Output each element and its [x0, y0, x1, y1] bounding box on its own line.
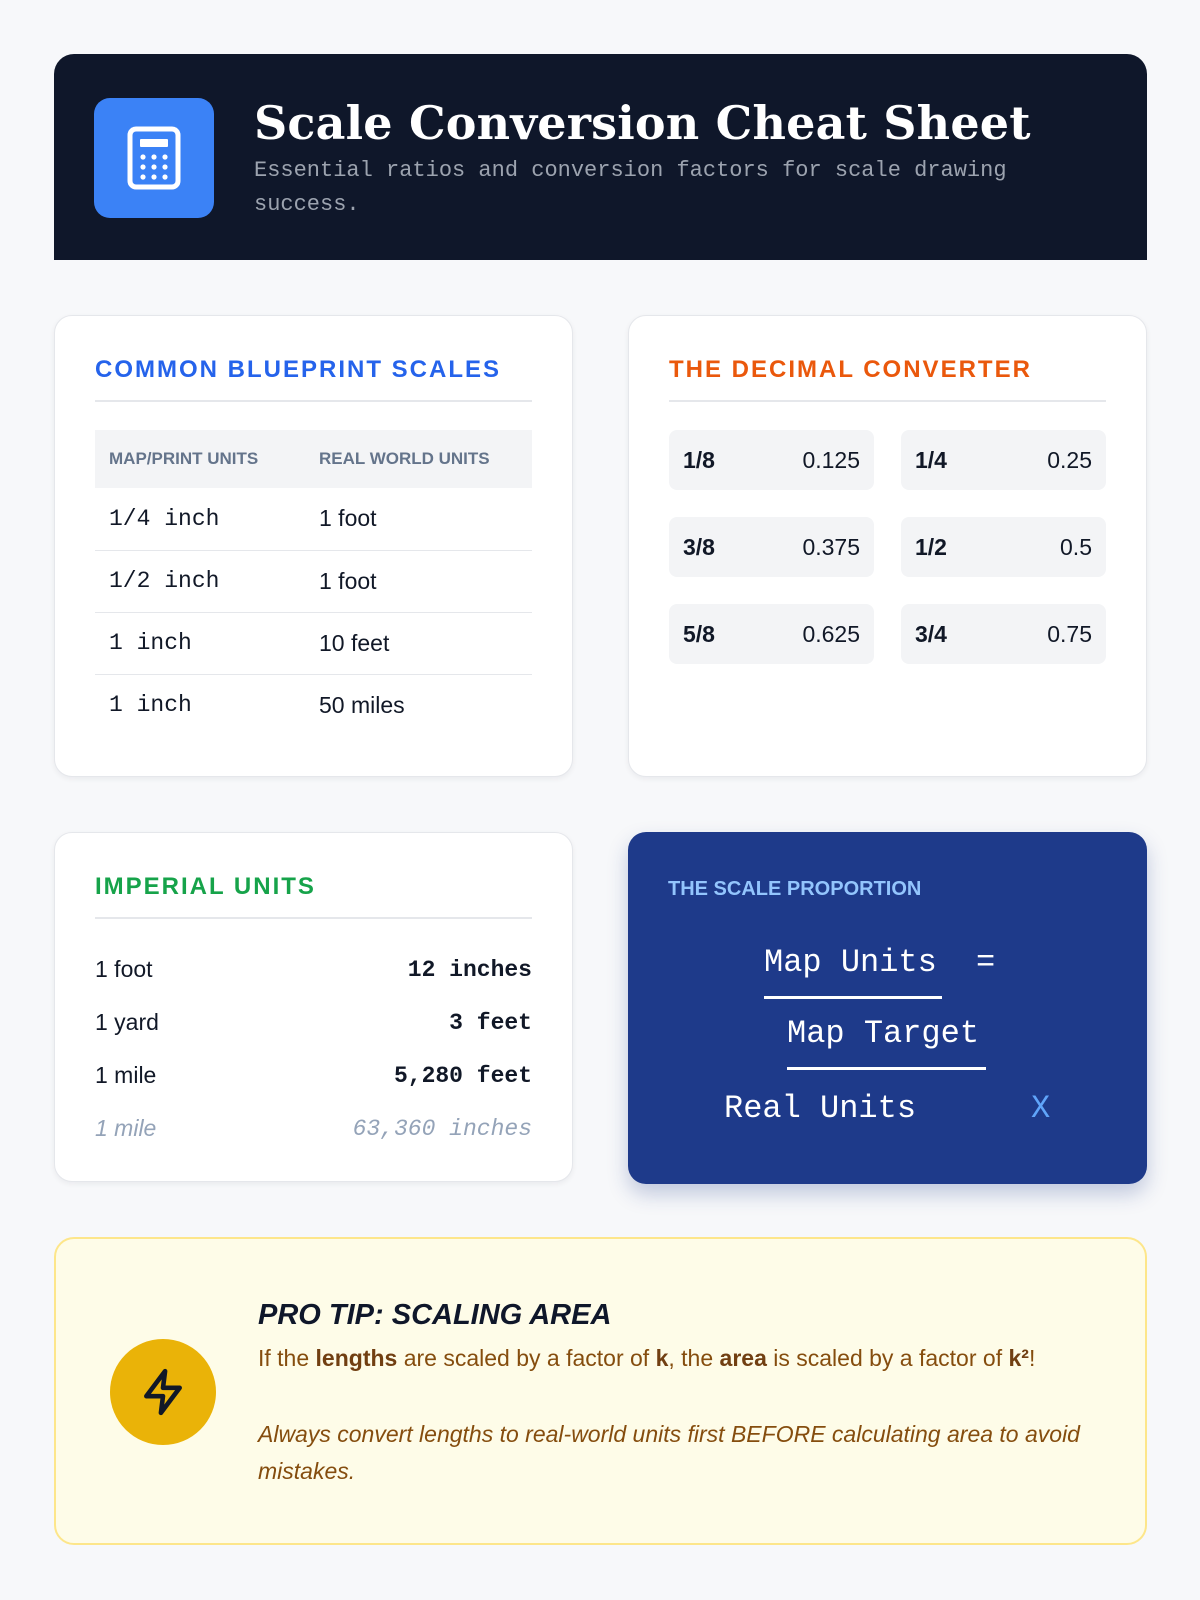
unit-value: 12 inches — [407, 956, 532, 983]
unknown-x-text: X — [1031, 1090, 1051, 1127]
decimal-cell — [901, 604, 1106, 664]
list-item — [95, 1102, 532, 1155]
map-units-cell: 1 inch — [109, 692, 192, 719]
decimal-value: 0.625 — [802, 620, 860, 647]
scale-proportion-card — [628, 832, 1147, 1184]
decimal-value: 0.75 — [1047, 620, 1092, 647]
blueprint-scales-table — [95, 430, 532, 736]
real-units-cell: 50 miles — [319, 691, 405, 718]
pro-tip-title: PRO TIP: SCALING AREA — [258, 1299, 612, 1331]
decimal-converter-card — [628, 315, 1147, 777]
imperial-units-list — [95, 943, 532, 1155]
unit-label: 1 mile — [95, 1062, 157, 1088]
unit-value: 63,360 inches — [352, 1115, 532, 1142]
tip-emphasis-area: area — [719, 1345, 767, 1371]
real-units-text: Real Units — [724, 1090, 917, 1127]
tip-text: ! — [1028, 1345, 1036, 1371]
lightning-icon — [110, 1339, 216, 1445]
fraction-value: 3/8 — [683, 533, 715, 560]
unit-value: 3 feet — [449, 1009, 532, 1036]
fraction-value: 5/8 — [683, 620, 715, 647]
page-subtitle: Essential ratios and conversion factors for scale drawing success. — [254, 158, 1007, 217]
list-item — [95, 943, 532, 996]
tip-emphasis-k-squared: k² — [1008, 1345, 1029, 1371]
pro-tip-panel — [54, 1237, 1147, 1545]
fraction-value: 1/4 — [915, 446, 947, 473]
decimal-value: 0.5 — [1060, 533, 1092, 560]
table-row — [95, 612, 532, 674]
map-units-text: Map Units — [764, 944, 937, 981]
real-units-cell: 1 foot — [305, 488, 532, 550]
fraction-line — [787, 1067, 986, 1070]
list-item — [95, 1049, 532, 1102]
tip-emphasis-lengths: lengths — [315, 1345, 398, 1371]
real-units-cell: 1 foot — [305, 550, 532, 612]
header-banner — [54, 54, 1147, 260]
fraction-value: 1/8 — [683, 446, 715, 473]
fraction-value: 1/2 — [915, 533, 947, 560]
tip-text: are scaled by a factor of — [397, 1345, 656, 1371]
unit-value: 5,280 feet — [393, 1062, 532, 1089]
unit-label: 1 foot — [95, 956, 153, 982]
table-header-row — [95, 430, 532, 488]
table-row — [95, 488, 532, 550]
decimal-cell — [901, 517, 1106, 577]
tip-text: If the — [258, 1345, 316, 1371]
tip-text: is scaled by a factor of — [766, 1345, 1009, 1371]
page-title: Scale Conversion Cheat Sheet — [254, 96, 1031, 150]
fraction-line — [764, 996, 942, 999]
tip-text: , the — [668, 1345, 720, 1371]
table-row — [95, 550, 532, 612]
decimal-cell — [669, 517, 874, 577]
calculator-icon — [94, 98, 214, 218]
blueprint-scales-title: COMMON BLUEPRINT SCALES — [95, 356, 532, 402]
decimal-grid — [669, 430, 1106, 664]
real-units-cell: 10 feet — [305, 612, 532, 674]
map-units-cell: 1 inch — [95, 612, 305, 674]
decimal-value: 0.375 — [802, 533, 860, 560]
pro-tip-note: Always convert lengths to real-world units first BEFORE calculating area to avoid mistakes. — [258, 1421, 1080, 1484]
map-units-cell: 1/2 inch — [95, 550, 305, 612]
blueprint-scales-card — [54, 315, 573, 777]
table-row — [95, 674, 532, 736]
pro-tip-body — [258, 1340, 1108, 1377]
imperial-units-card — [54, 832, 573, 1182]
imperial-units-title: IMPERIAL UNITS — [95, 873, 532, 919]
unit-label: 1 mile — [95, 1115, 157, 1141]
decimal-cell — [669, 430, 874, 490]
unit-label: 1 yard — [95, 1009, 159, 1035]
decimal-value: 0.125 — [802, 446, 860, 473]
map-units-cell: 1/4 inch — [95, 488, 305, 550]
map-target-text: Map Target — [787, 1015, 980, 1052]
column-header-map: MAP/PRINT UNITS — [95, 430, 305, 488]
tip-emphasis-k: k — [655, 1345, 669, 1371]
list-item — [95, 996, 532, 1049]
equals-sign: = — [976, 944, 996, 981]
column-header-real: REAL WORLD UNITS — [305, 430, 532, 488]
decimal-value: 0.25 — [1047, 446, 1092, 473]
scale-proportion-label: THE SCALE PROPORTION — [668, 878, 922, 900]
decimal-converter-title: THE DECIMAL CONVERTER — [669, 356, 1106, 402]
decimal-cell — [669, 604, 874, 664]
decimal-cell — [901, 430, 1106, 490]
fraction-value: 3/4 — [915, 620, 947, 647]
